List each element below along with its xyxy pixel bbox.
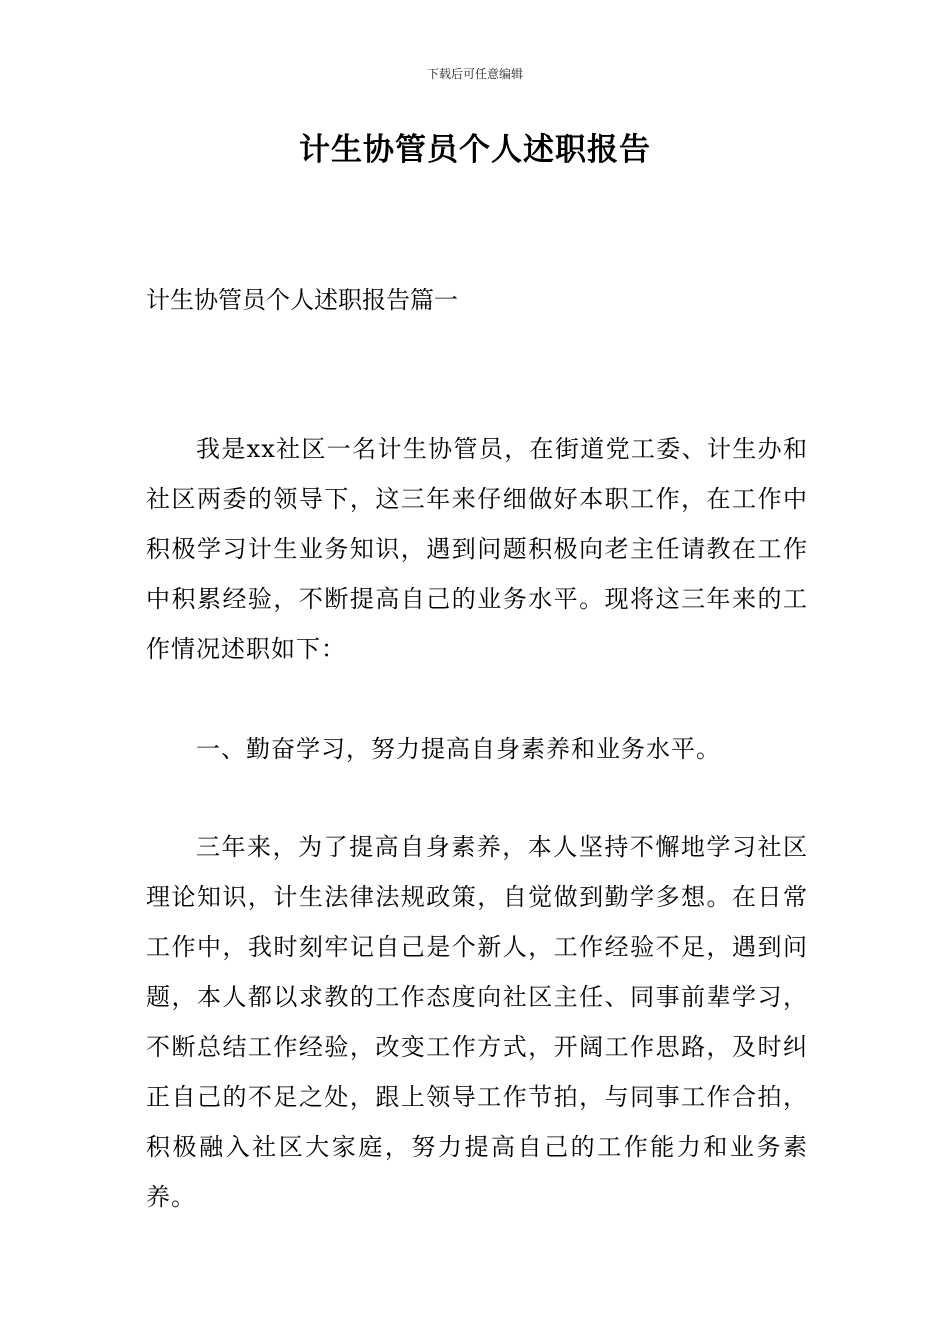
section-heading-1: 一、勤奋学习，努力提高自身素养和业务水平。 — [196, 735, 721, 763]
body-paragraph-section-1: 三年来，为了提高自身素养，本人坚持不懈地学习社区理论知识，计生法律法规政策，自觉做到勤学多想。在日常工作中，我时刻牢记自己是个新人，工作经验不足，遇到问题，本人都以求教的工作态度向社区主任、同事前辈学习，不断总结工作经验，改变工作方式，开阔工作思路，及时纠正自己的不足之处，跟上领导工作节拍，与同事工作合拍，积极融入社区大家庭，努力提高自己的工作能力和业务素养。 — [146, 833, 808, 1211]
body-paragraph-intro: 我是xx社区一名计生协管员，在街道党工委、计生办和社区两委的领导下，这三年来仔细做好本职工作，在工作中积极学习计生业务知识，遇到问题积极向老主任请教在工作中积累经验，不断提高自己的业务水平。现将这三年来的工作情况述职如下： — [146, 435, 808, 663]
document-subtitle: 计生协管员个人述职报告篇一 — [146, 286, 458, 314]
document-title: 计生协管员个人述职报告 — [299, 132, 651, 168]
header-note: 下载后可任意编辑 — [426, 67, 523, 81]
